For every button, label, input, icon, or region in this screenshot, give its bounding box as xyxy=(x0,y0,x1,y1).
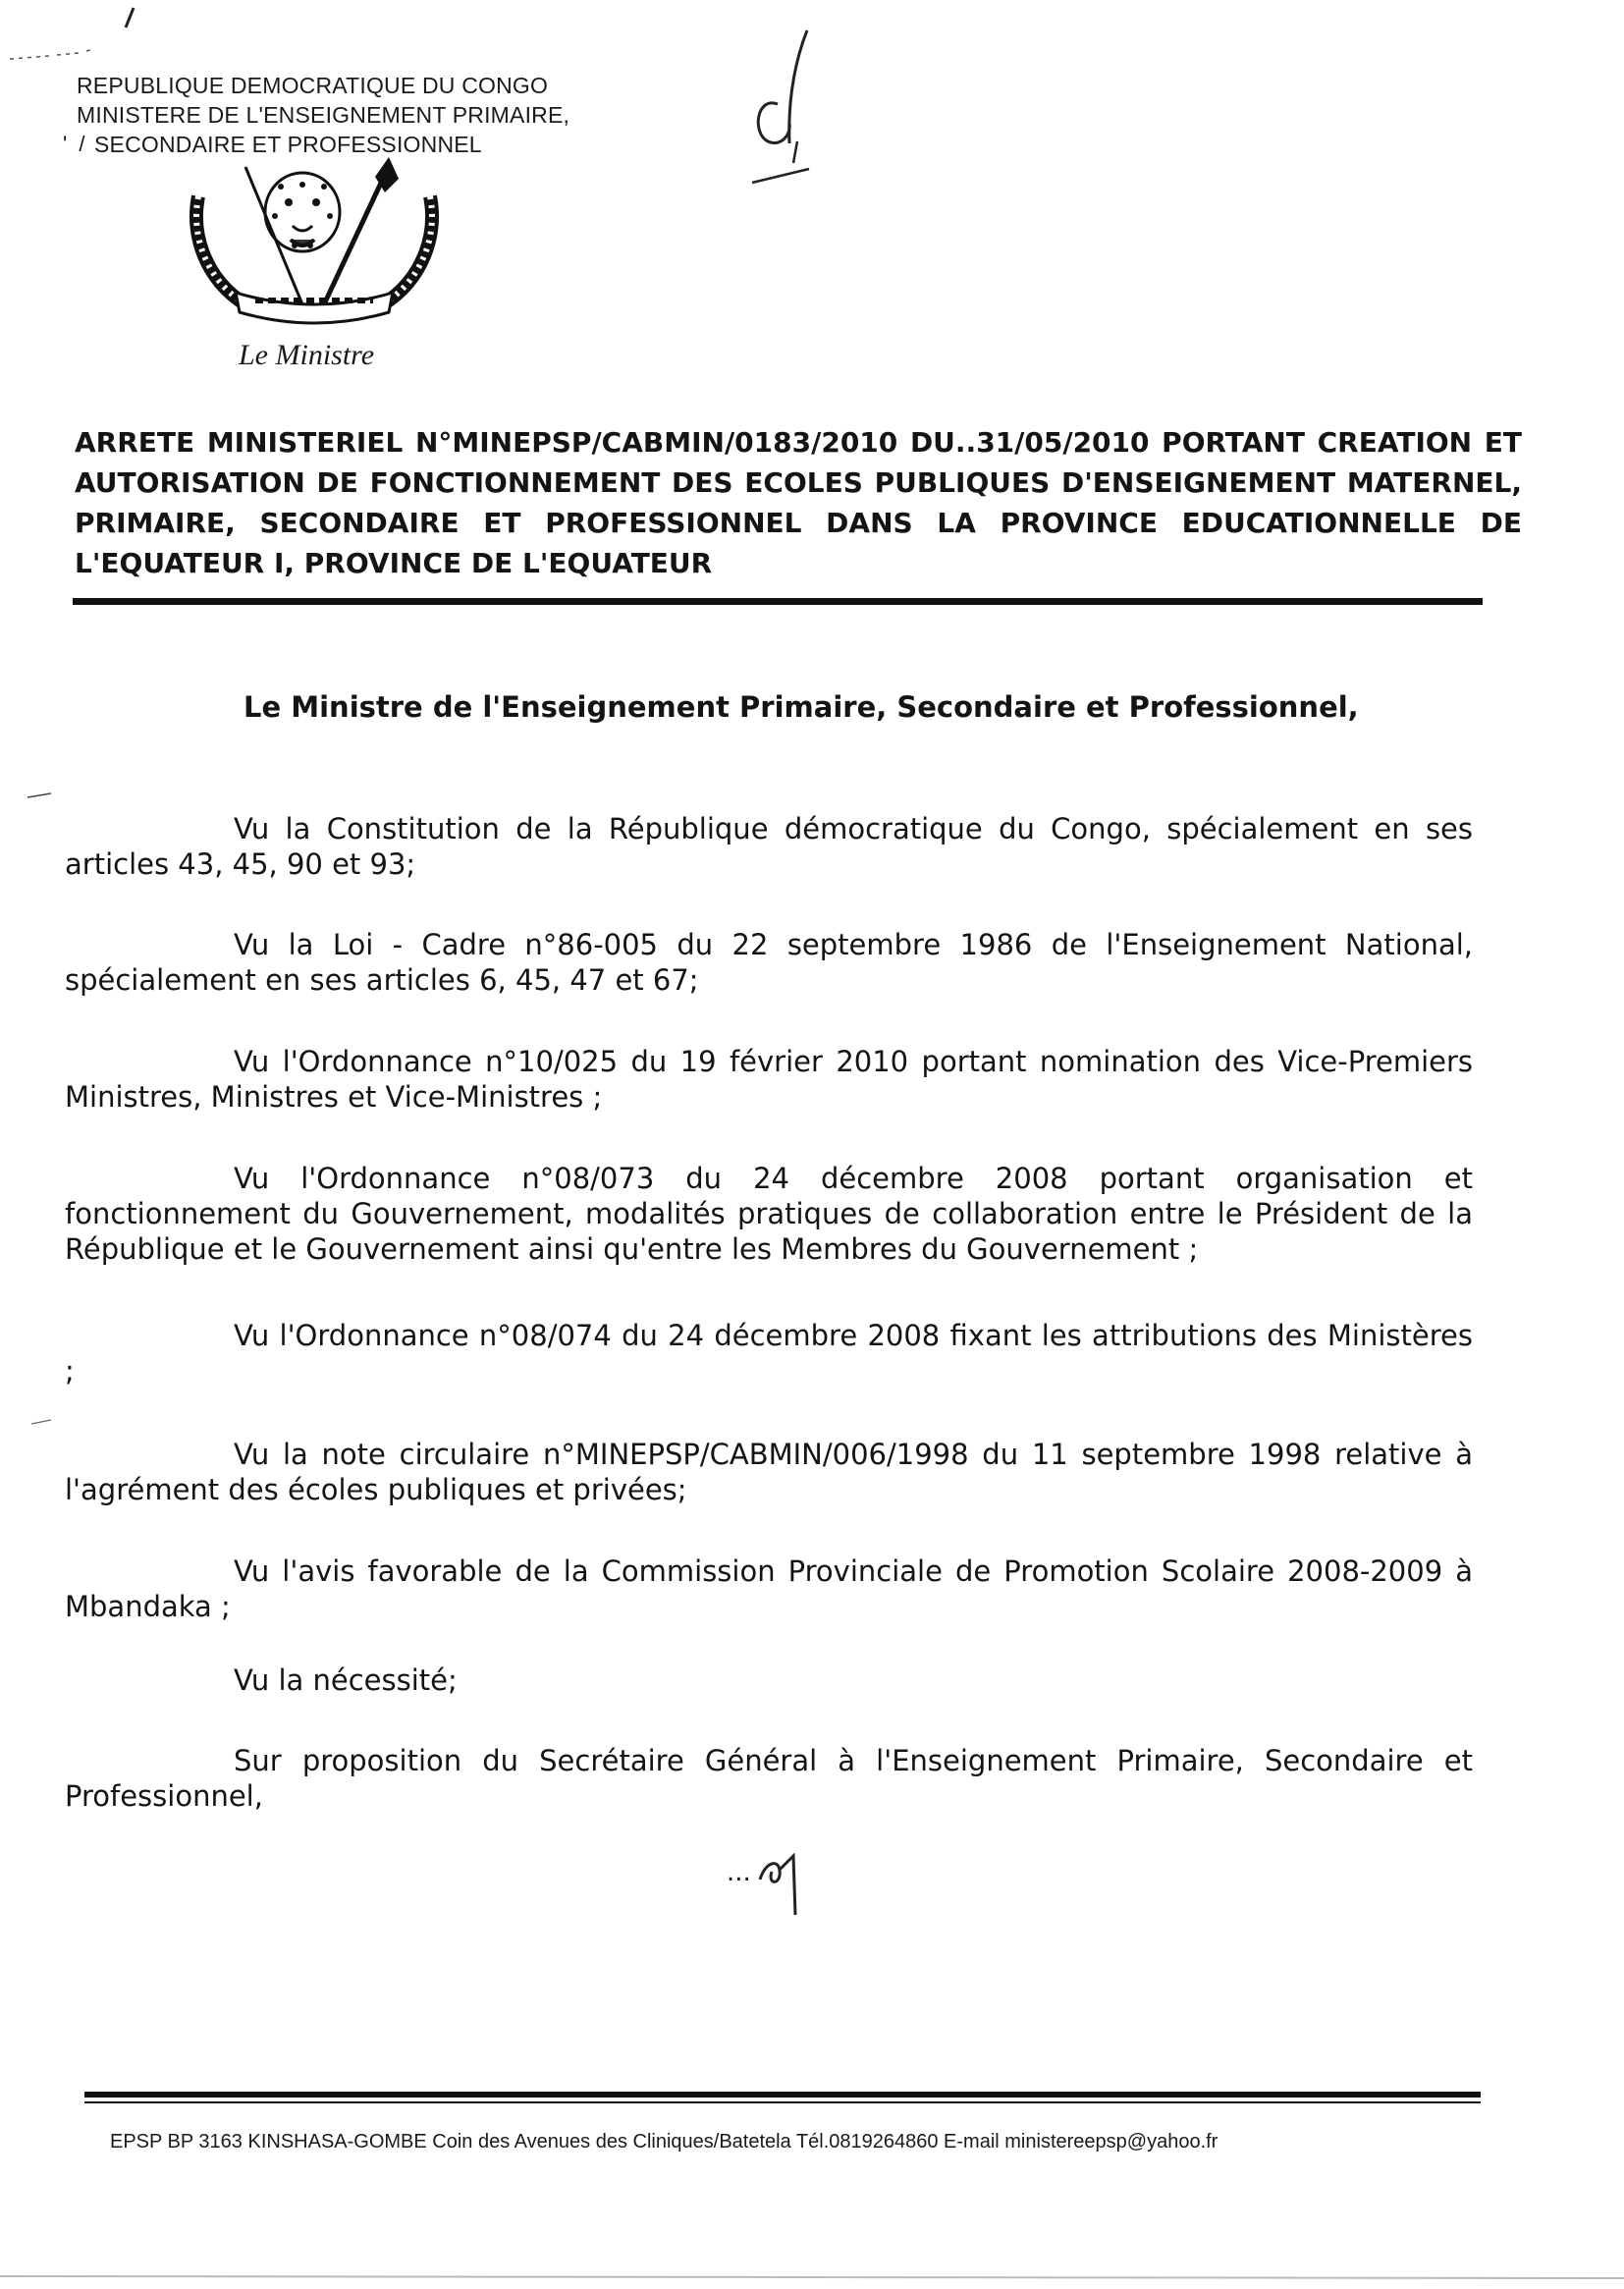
continuation-dots: ... xyxy=(727,1858,751,1887)
clause-necessite: Vu la nécessité; xyxy=(234,1663,458,1697)
footer-divider-thick xyxy=(84,2092,1481,2098)
header-republic: REPUBLIQUE DEMOCRATIQUE DU CONGO xyxy=(77,73,549,98)
clause-proposition: Sur proposition du Secrétaire Général à l'Enseignement Primaire, Secondaire et Professionnel, xyxy=(65,1744,1473,1813)
footer-divider-thin xyxy=(84,2101,1481,2103)
clause-ordonnance-10-025: Vu l'Ordonnance n°10/025 du 19 février 2010 portant nomination des Vice-Premiers Ministres, Ministres et Vice-Ministres ; xyxy=(65,1045,1473,1114)
clause-constitution: Vu la Constitution de la République démocratique du Congo, spécialement en ses articles 43, 45, 90 et 93; xyxy=(65,812,1473,881)
preamble: Le Ministre de l'Enseignement Primaire, Secondaire et Professionnel, xyxy=(244,690,1359,724)
title-divider xyxy=(73,598,1483,605)
clause-avis-commission: Vu l'avis favorable de la Commission Provinciale de Promotion Scolaire 2008-2009 à Mbandaka ; xyxy=(65,1554,1473,1623)
coat-of-arms-emblem xyxy=(187,157,442,334)
clause-loi-cadre: Vu la Loi - Cadre n°86-005 du 22 septembre 1986 de l'Enseignement National, spécialement en ses articles 6, 45, 47 et 67; xyxy=(65,928,1473,997)
stray-mark: ' / xyxy=(63,132,85,156)
page-paraph xyxy=(756,1850,815,1919)
footer-address: EPSP BP 3163 KINSHASA-GOMBE Coin des Avenues des Cliniques/Batetela Tél.0819264860 E-mail ministereepsp@yahoo.fr xyxy=(110,2131,1218,2153)
decree-title: ARRETE MINISTERIEL N°MINEPSP/CABMIN/0183/2010 DU..31/05/2010 PORTANT CREATION ET AUTORISATION DE FONCTIONNEMENT DES ECOLES PUBLIQUES D'ENSEIGNEMENT MATERNEL, PRIMAIRE, SECONDAIRE ET PROFESSIONNEL DANS LA PROVINCE EDUCATIONNELLE DE L'EQUATEUR I, PROVINCE DE L'EQUATEUR xyxy=(75,426,1522,579)
clause-ordonnance-08-074: Vu l'Ordonnance n°08/074 du 24 décembre 2008 fixant les attributions des Ministères ; xyxy=(65,1319,1473,1388)
clause-note-circulaire: Vu la note circulaire n°MINEPSP/CABMIN/006/1998 du 11 septembre 1998 relative à l'agrément des écoles publiques et privées; xyxy=(65,1438,1473,1506)
header-ministry-cont: SECONDAIRE ET PROFESSIONNEL xyxy=(94,132,482,157)
ministre-signature-label: Le Ministre xyxy=(239,339,375,371)
header-ministry: MINISTERE DE L'ENSEIGNEMENT PRIMAIRE, xyxy=(77,102,570,128)
clause-ordonnance-08-073: Vu l'Ordonnance n°08/073 du 24 décembre 2008 portant organisation et fonctionnement du Gouvernement, modalités pratiques de collaboration entre le Président de la République et le Gouvernement ainsi qu'entre les Membres du Gouvernement ; xyxy=(65,1162,1473,1266)
handwritten-initial xyxy=(738,26,827,192)
